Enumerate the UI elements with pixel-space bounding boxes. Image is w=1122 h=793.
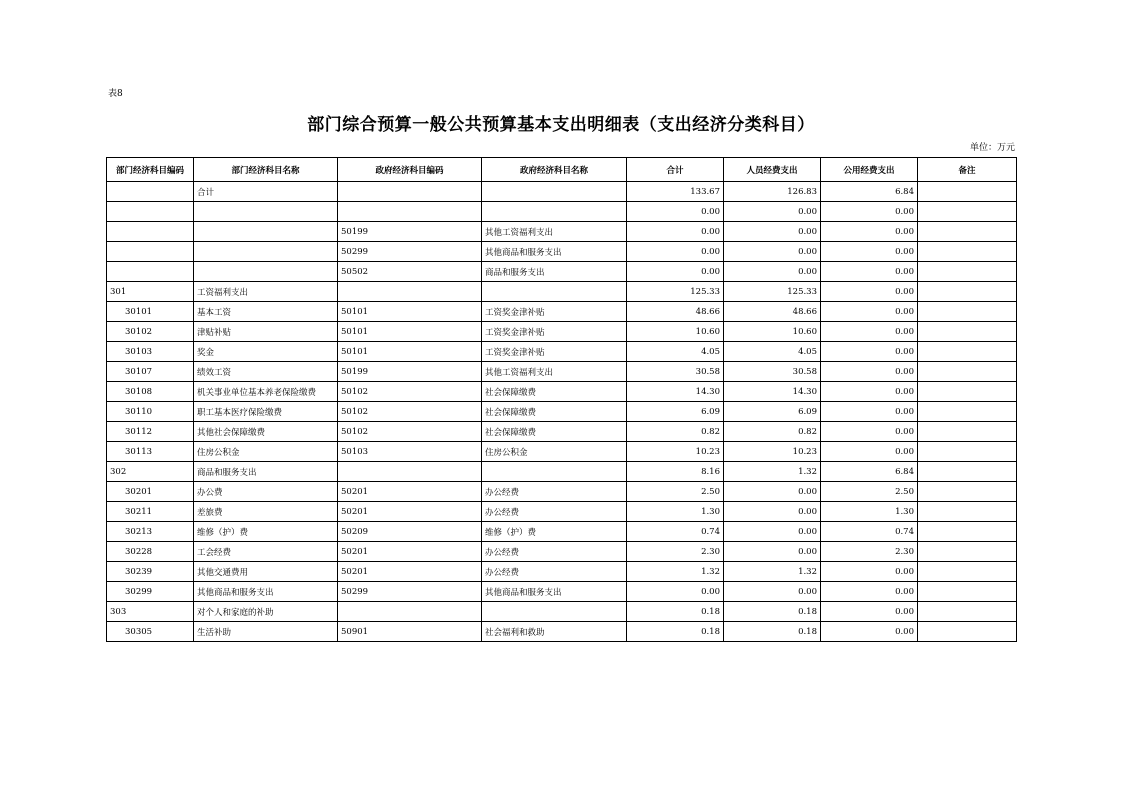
personnel-cell: 0.00 [724,242,821,262]
public-cell: 0.00 [821,402,918,422]
gov-name-cell [482,282,627,302]
personnel-cell: 0.00 [724,582,821,602]
total-cell: 1.30 [627,502,724,522]
table-row [107,302,1017,322]
table-row [107,222,1017,242]
table-row [107,442,1017,462]
page-title: 部门综合预算一般公共预算基本支出明细表（支出经济分类科目） [307,115,815,135]
gov-code-cell: 50201 [338,562,482,582]
personnel-cell: 0.00 [724,522,821,542]
dept-name-cell [194,222,338,242]
dept-name-cell: 商品和服务支出 [194,462,338,482]
total-cell: 14.30 [627,382,724,402]
dept-code-cell: 30213 [107,522,194,542]
dept-code-cell: 30299 [107,582,194,602]
public-cell: 6.84 [821,462,918,482]
public-cell: 0.00 [821,342,918,362]
gov-code-cell [338,462,482,482]
total-cell: 10.23 [627,442,724,462]
gov-name-cell: 社会保障缴费 [482,402,627,422]
gov-name-cell: 住房公积金 [482,442,627,462]
table-row [107,422,1017,442]
gov-code-cell: 50299 [338,242,482,262]
public-cell: 0.00 [821,622,918,642]
dept-name-cell: 办公费 [194,482,338,502]
total-cell: 0.00 [627,582,724,602]
dept-name-cell: 差旅费 [194,502,338,522]
dept-name-cell [194,202,338,222]
table-number: 表8 [108,89,123,99]
personnel-cell: 126.83 [724,182,821,202]
table-row [107,522,1017,542]
table-row [107,262,1017,282]
table-row [107,202,1017,222]
public-cell: 6.84 [821,182,918,202]
note-cell [918,322,1017,342]
dept-code-cell: 30108 [107,382,194,402]
column-header-personnel: 人员经费支出 [724,158,821,182]
personnel-cell: 0.18 [724,602,821,622]
public-cell: 0.00 [821,242,918,262]
dept-code-cell [107,242,194,262]
personnel-cell: 10.60 [724,322,821,342]
dept-code-cell: 30113 [107,442,194,462]
public-cell: 2.30 [821,542,918,562]
gov-name-cell [482,182,627,202]
dept-name-cell: 绩效工资 [194,362,338,382]
note-cell [918,362,1017,382]
gov-name-cell: 社会保障缴费 [482,382,627,402]
note-cell [918,402,1017,422]
dept-code-cell: 30211 [107,502,194,522]
gov-code-cell: 50199 [338,362,482,382]
column-header-public: 公用经费支出 [821,158,918,182]
note-cell [918,382,1017,402]
public-cell: 0.00 [821,382,918,402]
dept-name-cell: 生活补助 [194,622,338,642]
gov-code-cell: 50101 [338,322,482,342]
gov-name-cell: 工资奖金津补贴 [482,322,627,342]
table-row [107,462,1017,482]
public-cell: 0.00 [821,582,918,602]
total-cell: 133.67 [627,182,724,202]
dept-name-cell: 职工基本医疗保险缴费 [194,402,338,422]
total-cell: 1.32 [627,562,724,582]
public-cell: 0.00 [821,222,918,242]
personnel-cell: 1.32 [724,462,821,482]
dept-name-cell: 其他商品和服务支出 [194,582,338,602]
total-cell: 0.00 [627,262,724,282]
gov-code-cell: 50102 [338,422,482,442]
dept-name-cell: 住房公积金 [194,442,338,462]
column-header-dept-code: 部门经济科目编码 [107,158,194,182]
dept-code-cell [107,262,194,282]
personnel-cell: 0.00 [724,262,821,282]
public-cell: 0.00 [821,302,918,322]
gov-name-cell [482,202,627,222]
note-cell [918,582,1017,602]
table-row [107,502,1017,522]
dept-code-cell: 301 [107,282,194,302]
personnel-cell: 4.05 [724,342,821,362]
column-header-gov-code: 政府经济科目编码 [338,158,482,182]
note-cell [918,262,1017,282]
gov-code-cell: 50103 [338,442,482,462]
dept-name-cell: 其他社会保障缴费 [194,422,338,442]
table-row [107,622,1017,642]
table-row [107,382,1017,402]
table-row [107,282,1017,302]
dept-code-cell: 30305 [107,622,194,642]
public-cell: 1.30 [821,502,918,522]
personnel-cell: 0.00 [724,202,821,222]
table-header-row [107,158,1017,182]
gov-name-cell: 商品和服务支出 [482,262,627,282]
gov-name-cell: 社会保障缴费 [482,422,627,442]
note-cell [918,302,1017,322]
dept-code-cell [107,222,194,242]
gov-code-cell: 50102 [338,402,482,422]
dept-name-cell [194,262,338,282]
table-row [107,362,1017,382]
personnel-cell: 0.82 [724,422,821,442]
total-cell: 30.58 [627,362,724,382]
gov-code-cell: 50201 [338,482,482,502]
gov-name-cell: 工资奖金津补贴 [482,342,627,362]
note-cell [918,422,1017,442]
personnel-cell: 6.09 [724,402,821,422]
total-cell: 0.74 [627,522,724,542]
gov-name-cell: 维修（护）费 [482,522,627,542]
total-cell: 2.30 [627,542,724,562]
gov-code-cell: 50102 [338,382,482,402]
total-cell: 6.09 [627,402,724,422]
gov-code-cell: 50101 [338,302,482,322]
column-header-dept-name: 部门经济科目名称 [194,158,338,182]
total-cell: 0.00 [627,202,724,222]
public-cell: 0.00 [821,422,918,442]
table-body [107,182,1017,642]
table-row [107,562,1017,582]
total-cell: 10.60 [627,322,724,342]
gov-code-cell [338,602,482,622]
gov-name-cell: 办公经费 [482,482,627,502]
note-cell [918,222,1017,242]
gov-code-cell: 50502 [338,262,482,282]
table-row [107,482,1017,502]
note-cell [918,502,1017,522]
note-cell [918,542,1017,562]
personnel-cell: 30.58 [724,362,821,382]
gov-code-cell: 50201 [338,542,482,562]
unit-label: 单位：万元 [969,143,1015,153]
dept-name-cell: 工会经费 [194,542,338,562]
dept-name-cell: 维修（护）费 [194,522,338,542]
gov-name-cell: 办公经费 [482,562,627,582]
table-row [107,542,1017,562]
gov-code-cell [338,282,482,302]
table-row [107,182,1017,202]
gov-name-cell: 社会福利和救助 [482,622,627,642]
total-cell: 8.16 [627,462,724,482]
total-cell: 2.50 [627,482,724,502]
personnel-cell: 0.00 [724,502,821,522]
note-cell [918,442,1017,462]
note-cell [918,622,1017,642]
table-row [107,242,1017,262]
gov-code-cell: 50299 [338,582,482,602]
dept-code-cell: 30107 [107,362,194,382]
gov-name-cell: 其他工资福利支出 [482,222,627,242]
note-cell [918,202,1017,222]
total-cell: 0.18 [627,602,724,622]
dept-name-cell [194,242,338,262]
note-cell [918,242,1017,262]
dept-code-cell: 30103 [107,342,194,362]
table-row [107,402,1017,422]
dept-name-cell: 津贴补贴 [194,322,338,342]
dept-code-cell: 30228 [107,542,194,562]
gov-name-cell [482,462,627,482]
total-cell: 125.33 [627,282,724,302]
note-cell [918,182,1017,202]
gov-code-cell: 50209 [338,522,482,542]
note-cell [918,522,1017,542]
public-cell: 0.00 [821,322,918,342]
note-cell [918,462,1017,482]
personnel-cell: 0.00 [724,222,821,242]
budget-detail-table [106,157,1017,642]
public-cell: 0.00 [821,562,918,582]
personnel-cell: 1.32 [724,562,821,582]
note-cell [918,342,1017,362]
table-row [107,342,1017,362]
dept-code-cell: 30201 [107,482,194,502]
table-row [107,582,1017,602]
table-row [107,322,1017,342]
personnel-cell: 0.00 [724,482,821,502]
note-cell [918,602,1017,622]
column-header-gov-name: 政府经济科目名称 [482,158,627,182]
public-cell: 0.00 [821,602,918,622]
dept-code-cell: 302 [107,462,194,482]
gov-name-cell: 其他商品和服务支出 [482,582,627,602]
gov-name-cell [482,602,627,622]
gov-name-cell: 工资奖金津补贴 [482,302,627,322]
personnel-cell: 0.18 [724,622,821,642]
total-cell: 0.82 [627,422,724,442]
gov-name-cell: 其他商品和服务支出 [482,242,627,262]
dept-code-cell: 303 [107,602,194,622]
gov-name-cell: 其他工资福利支出 [482,362,627,382]
personnel-cell: 48.66 [724,302,821,322]
public-cell: 0.00 [821,442,918,462]
personnel-cell: 14.30 [724,382,821,402]
dept-code-cell: 30101 [107,302,194,322]
personnel-cell: 10.23 [724,442,821,462]
dept-code-cell: 30110 [107,402,194,422]
table-row [107,602,1017,622]
personnel-cell: 0.00 [724,542,821,562]
dept-code-cell: 30239 [107,562,194,582]
public-cell: 2.50 [821,482,918,502]
gov-code-cell: 50199 [338,222,482,242]
public-cell: 0.00 [821,282,918,302]
gov-name-cell: 办公经费 [482,542,627,562]
dept-name-cell: 其他交通费用 [194,562,338,582]
public-cell: 0.00 [821,202,918,222]
dept-name-cell: 工资福利支出 [194,282,338,302]
note-cell [918,562,1017,582]
dept-code-cell: 30112 [107,422,194,442]
column-header-total: 合计 [627,158,724,182]
personnel-cell: 125.33 [724,282,821,302]
total-cell: 0.00 [627,242,724,262]
gov-code-cell: 50201 [338,502,482,522]
gov-code-cell: 50101 [338,342,482,362]
note-cell [918,282,1017,302]
total-cell: 0.18 [627,622,724,642]
dept-name-cell: 对个人和家庭的补助 [194,602,338,622]
gov-code-cell [338,182,482,202]
gov-name-cell: 办公经费 [482,502,627,522]
column-header-note: 备注 [918,158,1017,182]
dept-name-cell: 机关事业单位基本养老保险缴费 [194,382,338,402]
public-cell: 0.00 [821,262,918,282]
note-cell [918,482,1017,502]
gov-code-cell: 50901 [338,622,482,642]
dept-code-cell: 30102 [107,322,194,342]
dept-code-cell [107,182,194,202]
total-cell: 48.66 [627,302,724,322]
dept-code-cell [107,202,194,222]
public-cell: 0.74 [821,522,918,542]
dept-name-cell: 合计 [194,182,338,202]
total-cell: 0.00 [627,222,724,242]
total-cell: 4.05 [627,342,724,362]
public-cell: 0.00 [821,362,918,382]
dept-name-cell: 奖金 [194,342,338,362]
gov-code-cell [338,202,482,222]
dept-name-cell: 基本工资 [194,302,338,322]
